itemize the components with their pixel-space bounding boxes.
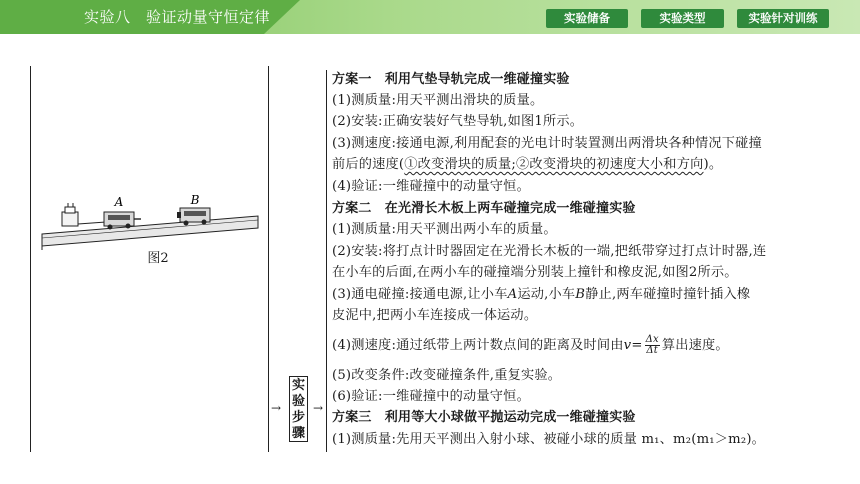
emphasized-text: ①改变滑块的质量;②改变滑块的初速度大小和方向 (404, 157, 704, 172)
variable-b: B (575, 287, 586, 302)
text-line: 皮泥中,把两小车连接成一体运动。 (332, 308, 538, 323)
equals-sign: = (631, 338, 643, 353)
variable-a: A (507, 287, 518, 302)
text-line: (6)验证:一维碰撞中的动量守恒。 (332, 389, 530, 404)
text-line: (1)测质量:用天平测出滑块的质量。 (332, 93, 544, 108)
text-line: (2)安装:正确安装好气垫导轨,如图1所示。 (332, 114, 584, 129)
step-label-char: 验 (291, 394, 305, 409)
text-segment: 前后的速度( (332, 157, 405, 172)
table-right-border (326, 70, 327, 452)
scheme-3-heading: 方案三 利用等大小球做平抛运动完成一维碰撞实验 (332, 410, 636, 425)
text-line (332, 156, 722, 174)
variable-v: v (623, 338, 632, 353)
text-line: (2)安装:将打点计时器固定在光滑长木板的一端,把纸带穿过打点计时器,连 (332, 244, 767, 259)
text-line: (3)测速度:接通电源,利用配套的光电计时装置测出两滑块各种情况下碰撞 (332, 136, 762, 151)
text-line: (1)测质量:先用天平测出入射小球、被碰小球的质量 m₁、m₂(m₁＞m₂)。 (332, 432, 766, 447)
text-segment: )。 (703, 157, 723, 172)
paper-tape (78, 222, 106, 224)
text-line (332, 333, 729, 359)
dot-timer (62, 203, 78, 226)
text-line: (4)验证:一维碰撞中的动量守恒。 (332, 179, 530, 194)
scheme-1-heading: 方案一 利用气垫导轨完成一维碰撞实验 (332, 72, 570, 87)
tab-experiment-types[interactable]: 实验类型 (641, 9, 724, 28)
cart-a-label: A (114, 195, 124, 209)
text-segment: 算出速度。 (661, 338, 729, 353)
velocity-fraction (645, 335, 660, 356)
text-segment: (4)测速度:通过纸带上两计数点间的距离及时间由 (332, 338, 624, 353)
table-left-border (30, 66, 31, 452)
experiment-steps-label (289, 376, 308, 442)
tab-experiment-preparation[interactable]: 实验储备 (546, 9, 628, 28)
fraction-denominator: Δt (646, 345, 659, 356)
step-label-char: 步 (291, 410, 305, 425)
arrow-to-content: → (313, 401, 324, 415)
figure-caption: 图2 (147, 251, 169, 266)
text-segment: 运动,小车 (517, 287, 576, 302)
text-line: 在小车的后面,在两小车的碰撞端分别装上撞针和橡皮泥,如图2所示。 (332, 265, 738, 280)
tab-targeted-training[interactable]: 实验针对训练 (737, 9, 829, 28)
text-segment: (3)通电碰撞:接通电源,让小车 (332, 287, 508, 302)
arrow-into-steps: → (271, 401, 282, 415)
fraction-numerator: Δx (645, 334, 659, 345)
cart-b-label: B (190, 194, 200, 207)
table-middle-border (268, 66, 269, 452)
text-line: (5)改变条件:改变碰撞条件,重复实验。 (332, 368, 562, 383)
text-segment: 静止,两车碰撞时撞针插入橡 (585, 287, 751, 302)
scheme-2-heading: 方案二 在光滑长木板上两车碰撞完成一维碰撞实验 (332, 201, 636, 216)
step-label-char: 骤 (291, 426, 305, 441)
page-title: 实验八 验证动量守恒定律 (84, 8, 271, 26)
text-line (332, 286, 750, 304)
text-line: (1)测质量:用天平测出两小车的质量。 (332, 222, 557, 237)
step-label-char: 实 (291, 378, 305, 393)
